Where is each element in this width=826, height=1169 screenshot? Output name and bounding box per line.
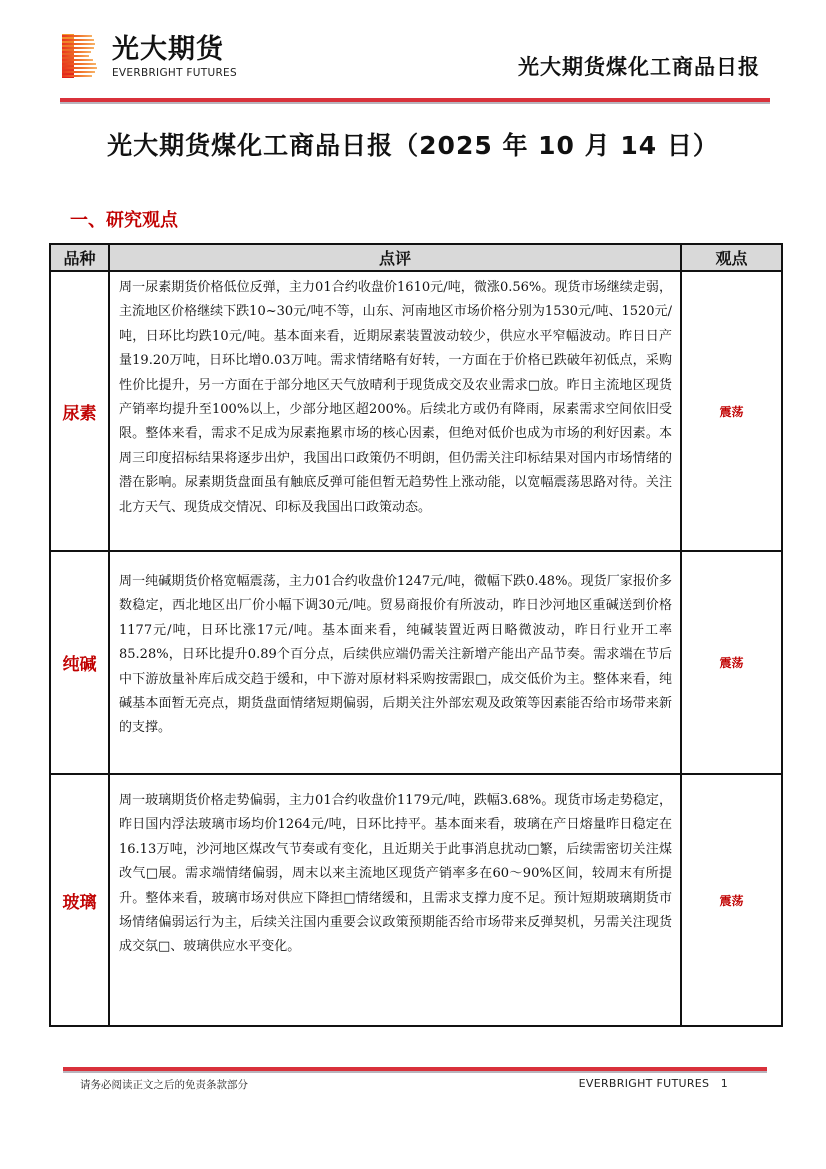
document-title: 光大期货煤化工商品日报（2025 年 10 月 14 日）	[107, 131, 719, 160]
table-row-soda-ash	[50, 551, 782, 774]
view-cell: 震荡	[681, 774, 782, 1026]
header-report-name: 光大期货煤化工商品日报	[518, 54, 760, 79]
everbright-logo-icon	[62, 34, 98, 78]
table-header-row	[50, 244, 782, 271]
section-heading: 一、研究观点	[70, 210, 178, 231]
logo-chinese-name: 光大期货	[112, 34, 224, 65]
footer-divider	[63, 1067, 767, 1073]
logo-english-name: EVERBRIGHT FUTURES	[112, 67, 237, 79]
header-divider	[60, 98, 770, 104]
table-row-glass	[50, 774, 782, 1026]
footer-brand-page	[579, 1077, 728, 1090]
view-cell: 震荡	[681, 551, 782, 774]
header-comment: 点评	[109, 244, 681, 271]
research-views-table	[49, 243, 783, 1027]
comment-cell: 周一玻璃期货价格走势偏弱，主力01合约收盘价1179元/吨，跌幅3.68%。现货市场走势稳定，昨日国内浮法玻璃市场均价1264元/吨，日环比持平。基本面来看，玻璃在产日熔量昨日稳定在16.13万吨，沙河地区煤改气节奏或有变化，且近期关于此事消息扰动□繁，后续需密切关注煤改气□展。需求端情绪偏弱，周末以来主流地区现货产销率多在60～90%区间，较周末有所提升。整体来看，玻璃市场对供应下降担□情绪缓和，且需求支撑力度不足。预计短期玻璃期货市场情绪偏弱运行为主，后续关注国内重要会议政策预期能否给市场带来反弹契机，另需关注现货成交氛□、玻璃供应水平变化。	[109, 774, 681, 1026]
header-view: 观点	[681, 244, 782, 271]
variety-cell: 玻璃	[50, 774, 109, 1026]
header-variety: 品种	[50, 244, 109, 271]
page-number: 1	[720, 1077, 728, 1090]
comment-cell: 周一尿素期货价格低位反弹，主力01合约收盘价1610元/吨，微涨0.56%。现货市场继续走弱，主流地区价格继续下跌10~30元/吨不等，山东、河南地区市场价格分别为1530元/吨、1520元/吨，日环比均跌10元/吨。基本面来看，近期尿素装置波动较少，供应水平窄幅波动。昨日日产量19.20万吨，日环比增0.03万吨。需求情绪略有好转，一方面在于价格已跌破年初低点，采购性价比提升，另一方面在于部分地区天气放晴利于现货成交及农业需求□放。昨日主流地区现货产销率均提升至100%以上，少部分地区超200%。后续北方或仍有降雨，尿素需求空间依旧受限。整体来看，需求不足成为尿素拖累市场的核心因素，但绝对低价也成为市场的利好因素。本周三印度招标结果将逐步出炉，我国出口政策仍不明朗，但仍需关注印标结果对国内市场情绪的潜在影响。尿素期货盘面虽有触底反弹可能但暂无趋势性上涨动能，以宽幅震荡思路对待。关注北方天气、现货成交情况、印标及我国出口政策动态。	[109, 271, 681, 551]
table-row-urea	[50, 271, 782, 551]
footer-brand: EVERBRIGHT FUTURES	[578, 1077, 710, 1090]
comment-cell: 周一纯碱期货价格宽幅震荡，主力01合约收盘价1247元/吨，微幅下跌0.48%。现货厂家报价多数稳定，西北地区出厂价小幅下调30元/吨。贸易商报价有所波动，昨日沙河地区重碱送到价格1177元/吨，日环比涨17元/吨。基本面来看，纯碱装置近两日略微波动，昨日行业开工率85.28%，日环比提升0.89个百分点，后续供应端仍需关注新增产能出产品节奏。需求端在节后中下游放量补库后成交趋于缓和，中下游对原材料采购按需跟□，成交低价为主。整体来看，纯碱基本面暂无亮点，期货盘面情绪短期偏弱，后期关注外部宏观及政策等因素能否给市场带来新的支撑。	[109, 551, 681, 774]
footer-disclaimer: 请务必阅读正文之后的免责条款部分	[80, 1079, 248, 1091]
company-logo	[62, 34, 302, 80]
view-cell: 震荡	[681, 271, 782, 551]
variety-cell: 纯碱	[50, 551, 109, 774]
variety-cell: 尿素	[50, 271, 109, 551]
